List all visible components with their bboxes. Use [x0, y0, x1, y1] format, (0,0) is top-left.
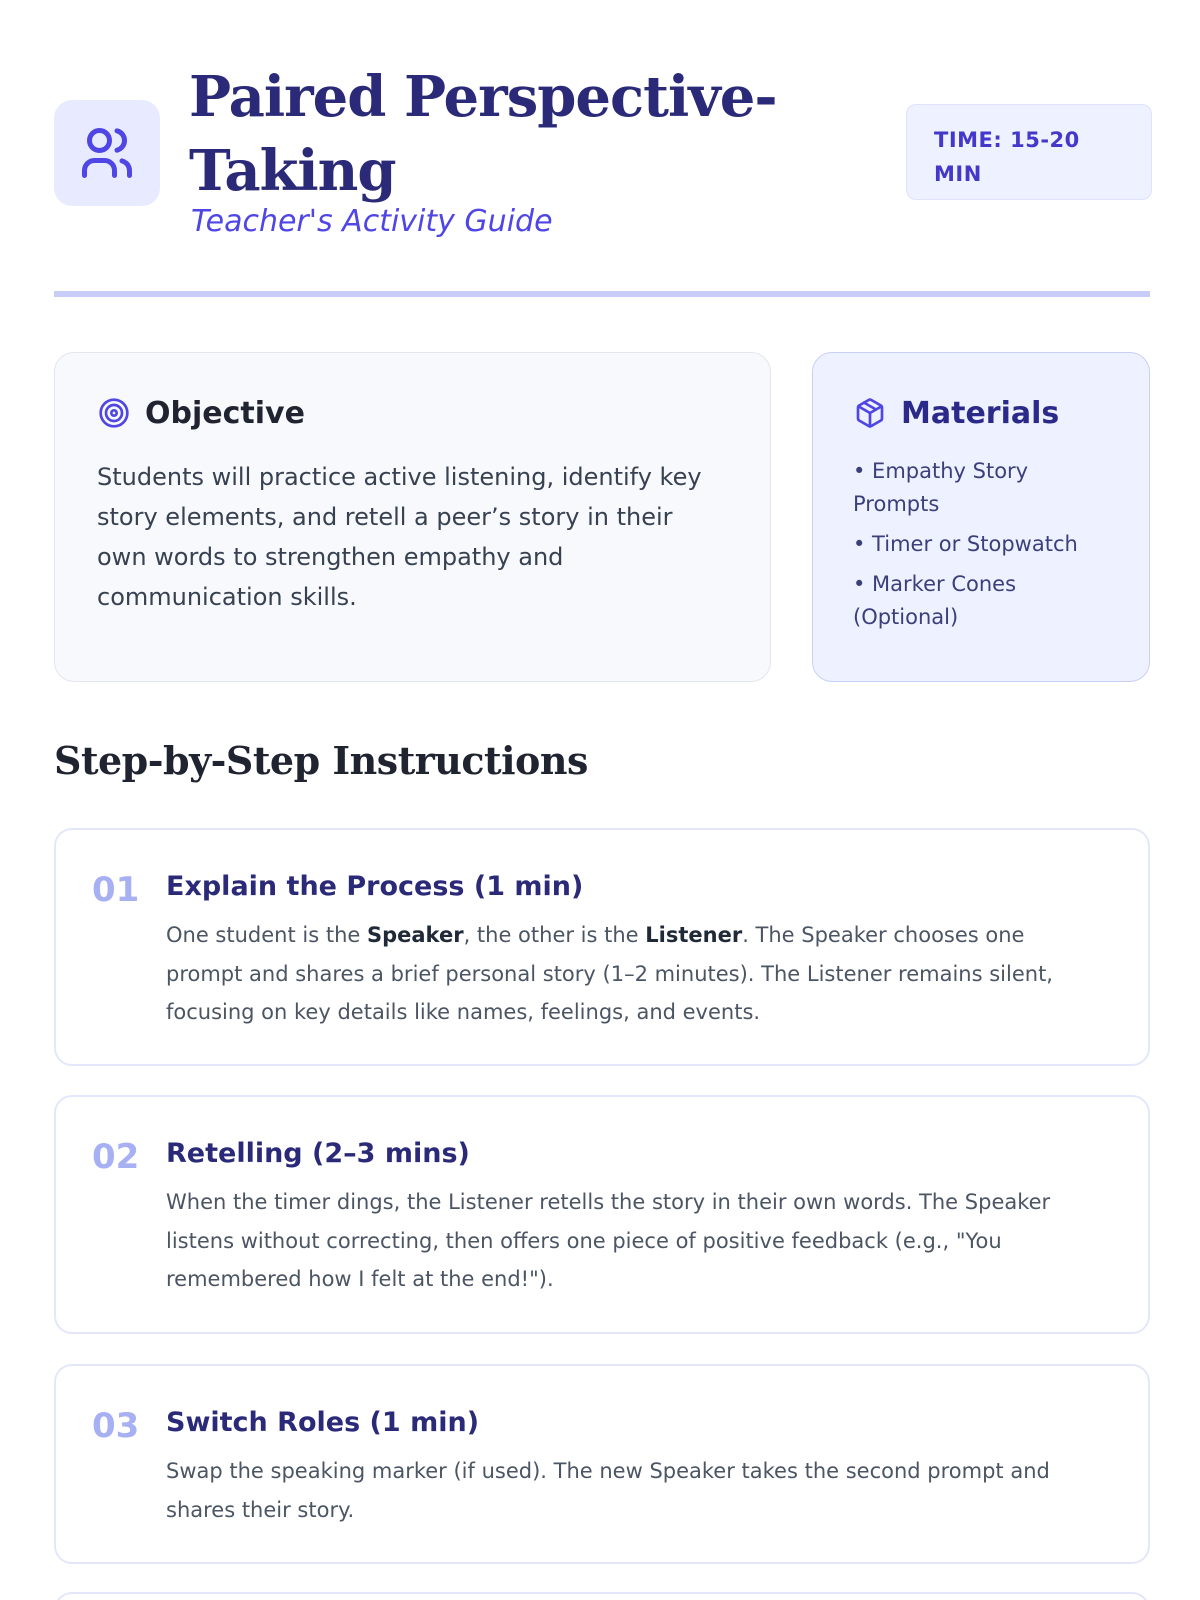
- step-card-2: [54, 1095, 1150, 1334]
- page-subtitle: Teacher's Activity Guide: [191, 204, 553, 239]
- instructions-title: Step-by-Step Instructions: [54, 738, 588, 783]
- target-icon: [97, 396, 131, 430]
- step-text: When the timer dings, the Listener retells the story in their own words. The Speaker listens without correcting, then offers one piece of positive feedback (e.g., "You remembered how I felt at the end!").: [166, 1190, 1051, 1291]
- step-number: 02: [92, 1137, 140, 1177]
- materials-item: • Marker Cones (Optional): [853, 572, 1017, 629]
- users-icon: [54, 100, 160, 206]
- step-number: 03: [92, 1406, 140, 1446]
- materials-list: [853, 455, 1109, 634]
- box-icon: [853, 396, 887, 430]
- materials-item: • Empathy Story Prompts: [853, 459, 1029, 516]
- objective-card: [54, 352, 771, 682]
- step-card-1: [54, 828, 1150, 1066]
- step-title: Retelling (2–3 mins): [166, 1138, 470, 1169]
- step-title: Switch Roles (1 min): [166, 1407, 480, 1438]
- time-badge: TIME: 15-20 MIN: [906, 104, 1152, 200]
- step-text: Swap the speaking marker (if used). The new Speaker takes the second prompt and shares their story.: [166, 1459, 1050, 1522]
- header-divider: [54, 291, 1150, 297]
- objective-title: Objective: [145, 395, 305, 431]
- step-title: Explain the Process (1 min): [166, 871, 584, 902]
- materials-item: • Timer or Stopwatch: [853, 532, 1078, 556]
- step-card-3: [54, 1364, 1150, 1564]
- materials-title: Materials: [901, 395, 1060, 431]
- objective-text: Students will practice active listening, identify key story elements, and retell a peer’s story in their own words to strengthen empathy and communication skills.: [97, 463, 702, 611]
- step-number: 01: [92, 870, 140, 910]
- page-header: [54, 56, 1147, 256]
- page-title: Paired Perspective-Taking: [189, 64, 777, 204]
- step-text: One student is the Speaker, the other is the Listener. The Speaker chooses one prompt and shares a brief personal story (1–2 minutes). The Listener remains silent, focusing on key details like names, feelings, and events.: [166, 923, 1053, 1024]
- step-card-4: [54, 1592, 1150, 1600]
- materials-card: [812, 352, 1150, 682]
